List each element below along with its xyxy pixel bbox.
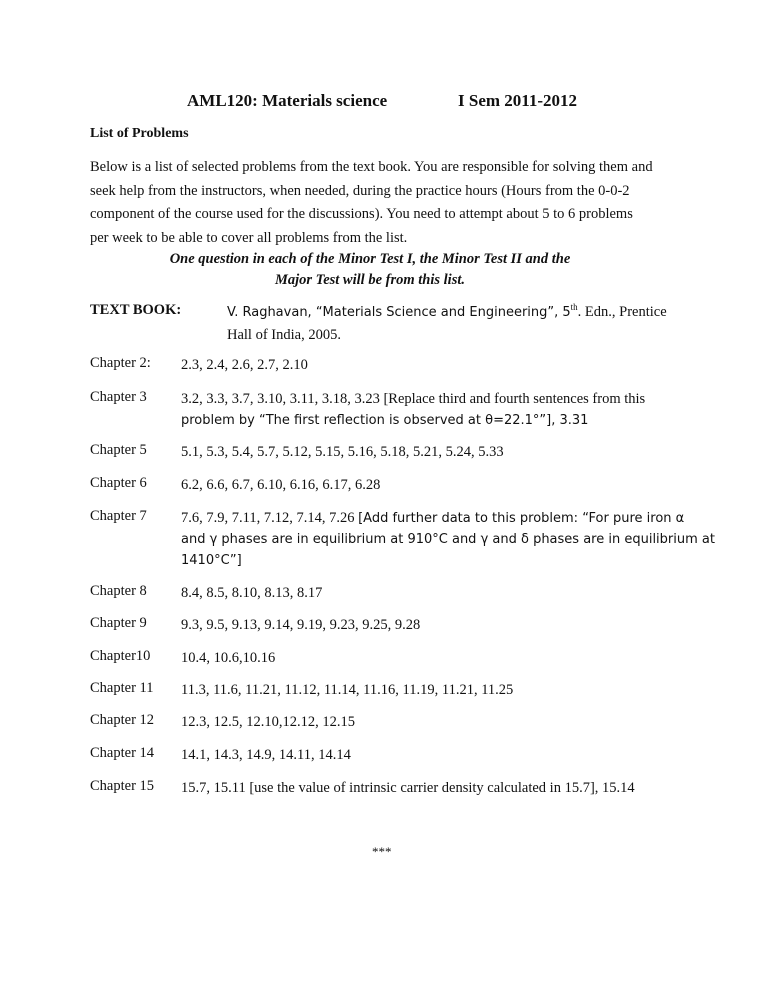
chapter-15-label: Chapter 15: [90, 778, 155, 794]
end-mark: ***: [372, 844, 392, 859]
chapter-10-label: Chapter10: [90, 648, 151, 664]
textbook-edition-sup: th: [570, 302, 578, 313]
chapter-14-label: Chapter 14: [90, 745, 155, 761]
chapter-3-label: Chapter 3: [90, 389, 147, 405]
chapter-2-problems: [181, 355, 308, 376]
problem-note: [Add further data to this problem: “For pure iron α: [358, 511, 685, 526]
problem-note: and γ phases are in equilibrium at 910°C and γ and δ phases are in equilibrium at: [181, 532, 715, 547]
chapter-5-label: Chapter 5: [90, 442, 147, 458]
chapter-7-problems: [181, 508, 715, 571]
chapter-3-problems: [181, 389, 645, 431]
emphasis-line: Major Test will be from this list.: [274, 272, 465, 288]
chapter-9-label: Chapter 9: [90, 615, 147, 631]
chapter-2-label: Chapter 2:: [90, 355, 151, 371]
problem-line: 10.4, 10.6,10.16: [181, 650, 276, 666]
problem-line: 9.3, 9.5, 9.13, 9.14, 9.19, 9.23, 9.25, 9.28: [181, 617, 421, 633]
problem-line: 14.1, 14.3, 14.9, 14.11, 14.14: [181, 747, 351, 763]
textbook-line1-tail: . Edn., Prentice: [577, 304, 667, 320]
problem-line: 5.1, 5.3, 5.4, 5.7, 5.12, 5.15, 5.16, 5.18, 5.21, 5.24, 5.33: [181, 444, 504, 460]
chapter-15-problems: [181, 778, 635, 799]
semester-label: I Sem 2011-2012: [458, 91, 577, 110]
chapter-6-label: Chapter 6: [90, 475, 147, 491]
chapter-7-label: Chapter 7: [90, 508, 147, 524]
textbook-label: TEXT BOOK:: [90, 302, 182, 318]
textbook-line2: Hall of India, 2005.: [227, 327, 341, 343]
problem-line: 3.2, 3.3, 3.7, 3.10, 3.11, 3.18, 3.23 [Replace third and fourth sentences from this: [181, 391, 646, 407]
intro-paragraph: [90, 156, 700, 250]
chapter-8-problems: [181, 583, 322, 604]
chapter-10-problems: [181, 648, 275, 669]
textbook-line1: V. Raghavan, “Materials Science and Engineering”, 5: [227, 305, 571, 320]
intro-line: component of the course used for the discussions). You need to attempt about 5 to 6 problems: [90, 206, 633, 222]
chapter-12-label: Chapter 12: [90, 712, 155, 728]
textbook-reference: [227, 301, 667, 346]
intro-line: per week to be able to cover all problems from the list.: [90, 229, 408, 246]
chapter-8-label: Chapter 8: [90, 583, 147, 599]
problem-line: 8.4, 8.5, 8.10, 8.13, 8.17: [181, 585, 323, 601]
course-title: AML120: Materials science: [187, 91, 388, 110]
chapter-12-problems: [181, 712, 355, 733]
problem-note: 1410°C”]: [181, 553, 242, 568]
problem-line: 7.6, 7.9, 7.11, 7.12, 7.14, 7.26: [181, 510, 359, 526]
problem-line: 2.3, 2.4, 2.6, 2.7, 2.10: [181, 357, 308, 373]
problem-line: 12.3, 12.5, 12.10,12.12, 12.15: [181, 714, 355, 730]
chapter-6-problems: [181, 475, 380, 496]
emphasis-note: [90, 249, 650, 291]
intro-line: Below is a list of selected problems from the text book. You are responsible for solving them and: [90, 159, 653, 175]
chapter-9-problems: [181, 615, 420, 636]
problem-line: 15.7, 15.11 [use the value of intrinsic carrier density calculated in 15.7], 15.14: [181, 780, 635, 796]
problem-line: 6.2, 6.6, 6.7, 6.10, 6.16, 6.17, 6.28: [181, 477, 381, 493]
chapter-5-problems: [181, 442, 504, 463]
list-heading: List of Problems: [90, 126, 189, 141]
emphasis-line: One question in each of the Minor Test I, the Minor Test II and the: [169, 251, 571, 267]
intro-line: seek help from the instructors, when needed, during the practice hours (Hours from the 0-0-2: [90, 182, 630, 199]
chapter-11-label: Chapter 11: [90, 680, 154, 696]
chapter-14-problems: [181, 745, 351, 766]
problem-line: 11.3, 11.6, 11.21, 11.12, 11.14, 11.16, 11.19, 11.21, 11.25: [181, 682, 514, 698]
problem-line: problem by “The first reflection is observed at θ=22.1°”], 3.31: [181, 413, 589, 428]
chapter-11-problems: [181, 680, 513, 701]
